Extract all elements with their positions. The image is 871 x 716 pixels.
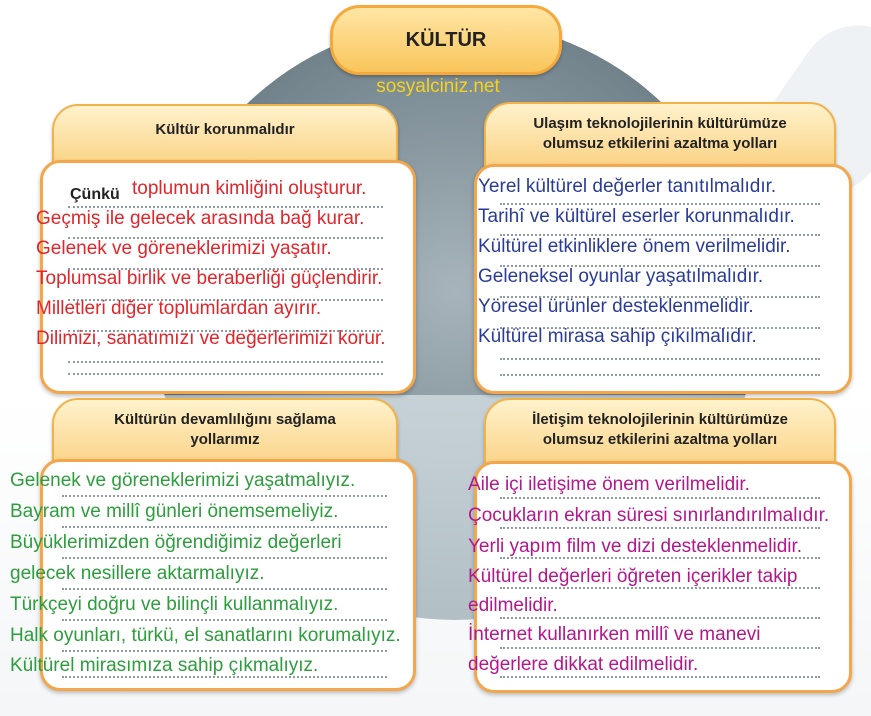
q4-header-text-1: İletişim teknolojilerinin kültürümüze bbox=[532, 411, 788, 428]
q4-dotted-line bbox=[500, 617, 820, 619]
q1-line: Toplumsal birlik ve beraberliği güçlendirir. bbox=[36, 268, 383, 289]
q2-dotted-line bbox=[500, 203, 820, 205]
q3-dotted-line bbox=[62, 650, 387, 652]
q3-line: gelecek nesillere aktarmalıyız. bbox=[10, 563, 265, 584]
q4-line: değerlere dikkat edilmelidir. bbox=[468, 654, 699, 675]
q4-dotted-line bbox=[500, 497, 820, 499]
q2-dotted-line bbox=[500, 358, 820, 360]
q3-line: Türkçeyi doğru ve bilinçli kullanmalıyız. bbox=[10, 594, 339, 615]
q3-dotted-line bbox=[62, 588, 387, 590]
q1-line: Dilimizi, sanatımızı ve değerlerimizi korur. bbox=[36, 328, 386, 349]
q1-line: Milletleri diğer toplumlardan ayırır. bbox=[36, 298, 322, 319]
q1-line: Geçmiş ile gelecek arasında bağ kurar. bbox=[36, 208, 365, 229]
q4-line: edilmelidir. bbox=[468, 595, 558, 616]
q3-dotted-line bbox=[62, 526, 387, 528]
q3-line: Halk oyunları, türkü, el sanatlarını korumalıyız. bbox=[10, 625, 401, 646]
q3-line: Bayram ve millî günleri önemsemeliyiz. bbox=[10, 501, 339, 522]
q2-header-text-2: olumsuz etkilerini azaltma yolları bbox=[542, 135, 778, 152]
q3-dotted-line bbox=[62, 619, 387, 621]
q2-line: Yöresel ürünler desteklenmelidir. bbox=[478, 296, 754, 317]
q4-dotted-line bbox=[500, 527, 820, 529]
q3-header-text-2: yollarımız bbox=[190, 431, 260, 448]
watermark-text: sosyalciniz.net bbox=[376, 76, 500, 97]
q3-line: Kültürel mirasımıza sahip çıkmalıyız. bbox=[10, 655, 319, 676]
q2-dotted-line bbox=[500, 374, 820, 376]
q3-line: Büyüklerimizden öğrendiğimiz değerleri bbox=[10, 532, 342, 553]
page-title: KÜLTÜR bbox=[330, 5, 562, 75]
q4-dotted-line bbox=[500, 647, 820, 649]
q1-dotted-line bbox=[68, 373, 383, 375]
q4-line: Çocukların ekran süresi sınırlandırılmalıdır. bbox=[468, 505, 830, 526]
q1-line: Gelenek ve göreneklerimizi yaşatır. bbox=[36, 238, 332, 259]
q4-line: Yerli yapım film ve dizi desteklenmelidir. bbox=[468, 536, 803, 557]
q1-line: toplumun kimliğini oluşturur. bbox=[132, 178, 367, 199]
q2-line: Tarihî ve kültürel eserler korunmalıdır. bbox=[478, 206, 795, 227]
q4-line: Aile içi iletişime önem verilmelidir. bbox=[468, 474, 750, 495]
q3-dotted-line bbox=[62, 557, 387, 559]
q3-line: Gelenek ve göreneklerimizi yaşatmalıyız. bbox=[10, 470, 356, 491]
q2-line: Geleneksel oyunlar yaşatılmalıdır. bbox=[478, 266, 764, 287]
q4-dotted-line bbox=[500, 676, 820, 678]
q4-header-text-2: olumsuz etkilerini azaltma yolları bbox=[542, 431, 778, 448]
q3-dotted-line bbox=[62, 495, 387, 497]
q2-line: Kültürel etkinliklere önem verilmelidir. bbox=[478, 236, 791, 257]
q2-line: Yerel kültürel değerler tanıtılmalıdır. bbox=[478, 176, 777, 197]
q2-header-text-1: Ulaşım teknolojilerinin kültürümüze bbox=[533, 115, 787, 132]
q1-dotted-line bbox=[68, 361, 383, 363]
q1-header-text: Kültür korunmalıdır bbox=[155, 121, 295, 138]
q1-prefix: Çünkü bbox=[70, 186, 120, 203]
q2-line: Kültürel mirasa sahip çıkılmalıdır. bbox=[478, 326, 757, 347]
q4-line: İnternet kullanırken millî ve manevi bbox=[468, 624, 761, 645]
q3-header-text-1: Kültürün devamlılığını sağlama bbox=[114, 411, 336, 428]
q4-line: Kültürel değerleri öğreten içerikler takip bbox=[468, 566, 798, 587]
